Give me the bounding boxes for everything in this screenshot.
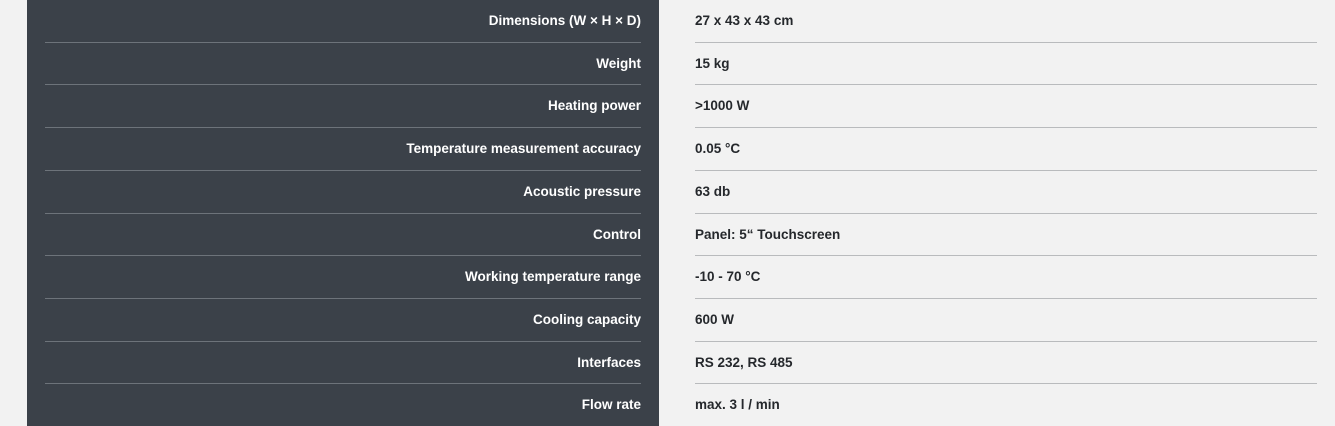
- table-row-value: 15 kg: [695, 43, 1317, 86]
- table-row-label: Interfaces: [45, 342, 641, 385]
- table-row-value: max. 3 l / min: [695, 397, 780, 413]
- table-row-value: >1000 W: [695, 85, 1317, 128]
- table-row-value: 600 W: [695, 299, 1317, 342]
- table-row-label: Dimensions (W × H × D): [45, 0, 641, 43]
- table-row-label: Flow rate: [581, 397, 641, 413]
- table-row-value: 27 x 43 x 43 cm: [695, 0, 1317, 43]
- table-row-value: -10 - 70 °C: [695, 256, 1317, 299]
- table-row-label: Acoustic pressure: [45, 171, 641, 214]
- table-row-label: Weight: [45, 43, 641, 86]
- specification-labels-column: [27, 0, 659, 426]
- table-row-label: Cooling capacity: [45, 299, 641, 342]
- table-row-value: Panel: 5“ Touchscreen: [695, 214, 1317, 257]
- table-row-value: 63 db: [695, 171, 1317, 214]
- table-row-value: 0.05 °C: [695, 128, 1317, 171]
- specification-values-column: [678, 0, 1335, 426]
- column-gap: [659, 0, 678, 426]
- table-row-value: RS 232, RS 485: [695, 342, 1317, 385]
- table-row-label: Temperature measurement accuracy: [45, 128, 641, 171]
- table-row-label: Heating power: [45, 85, 641, 128]
- table-row-label: Working temperature range: [45, 256, 641, 299]
- table-row-label: Control: [45, 214, 641, 257]
